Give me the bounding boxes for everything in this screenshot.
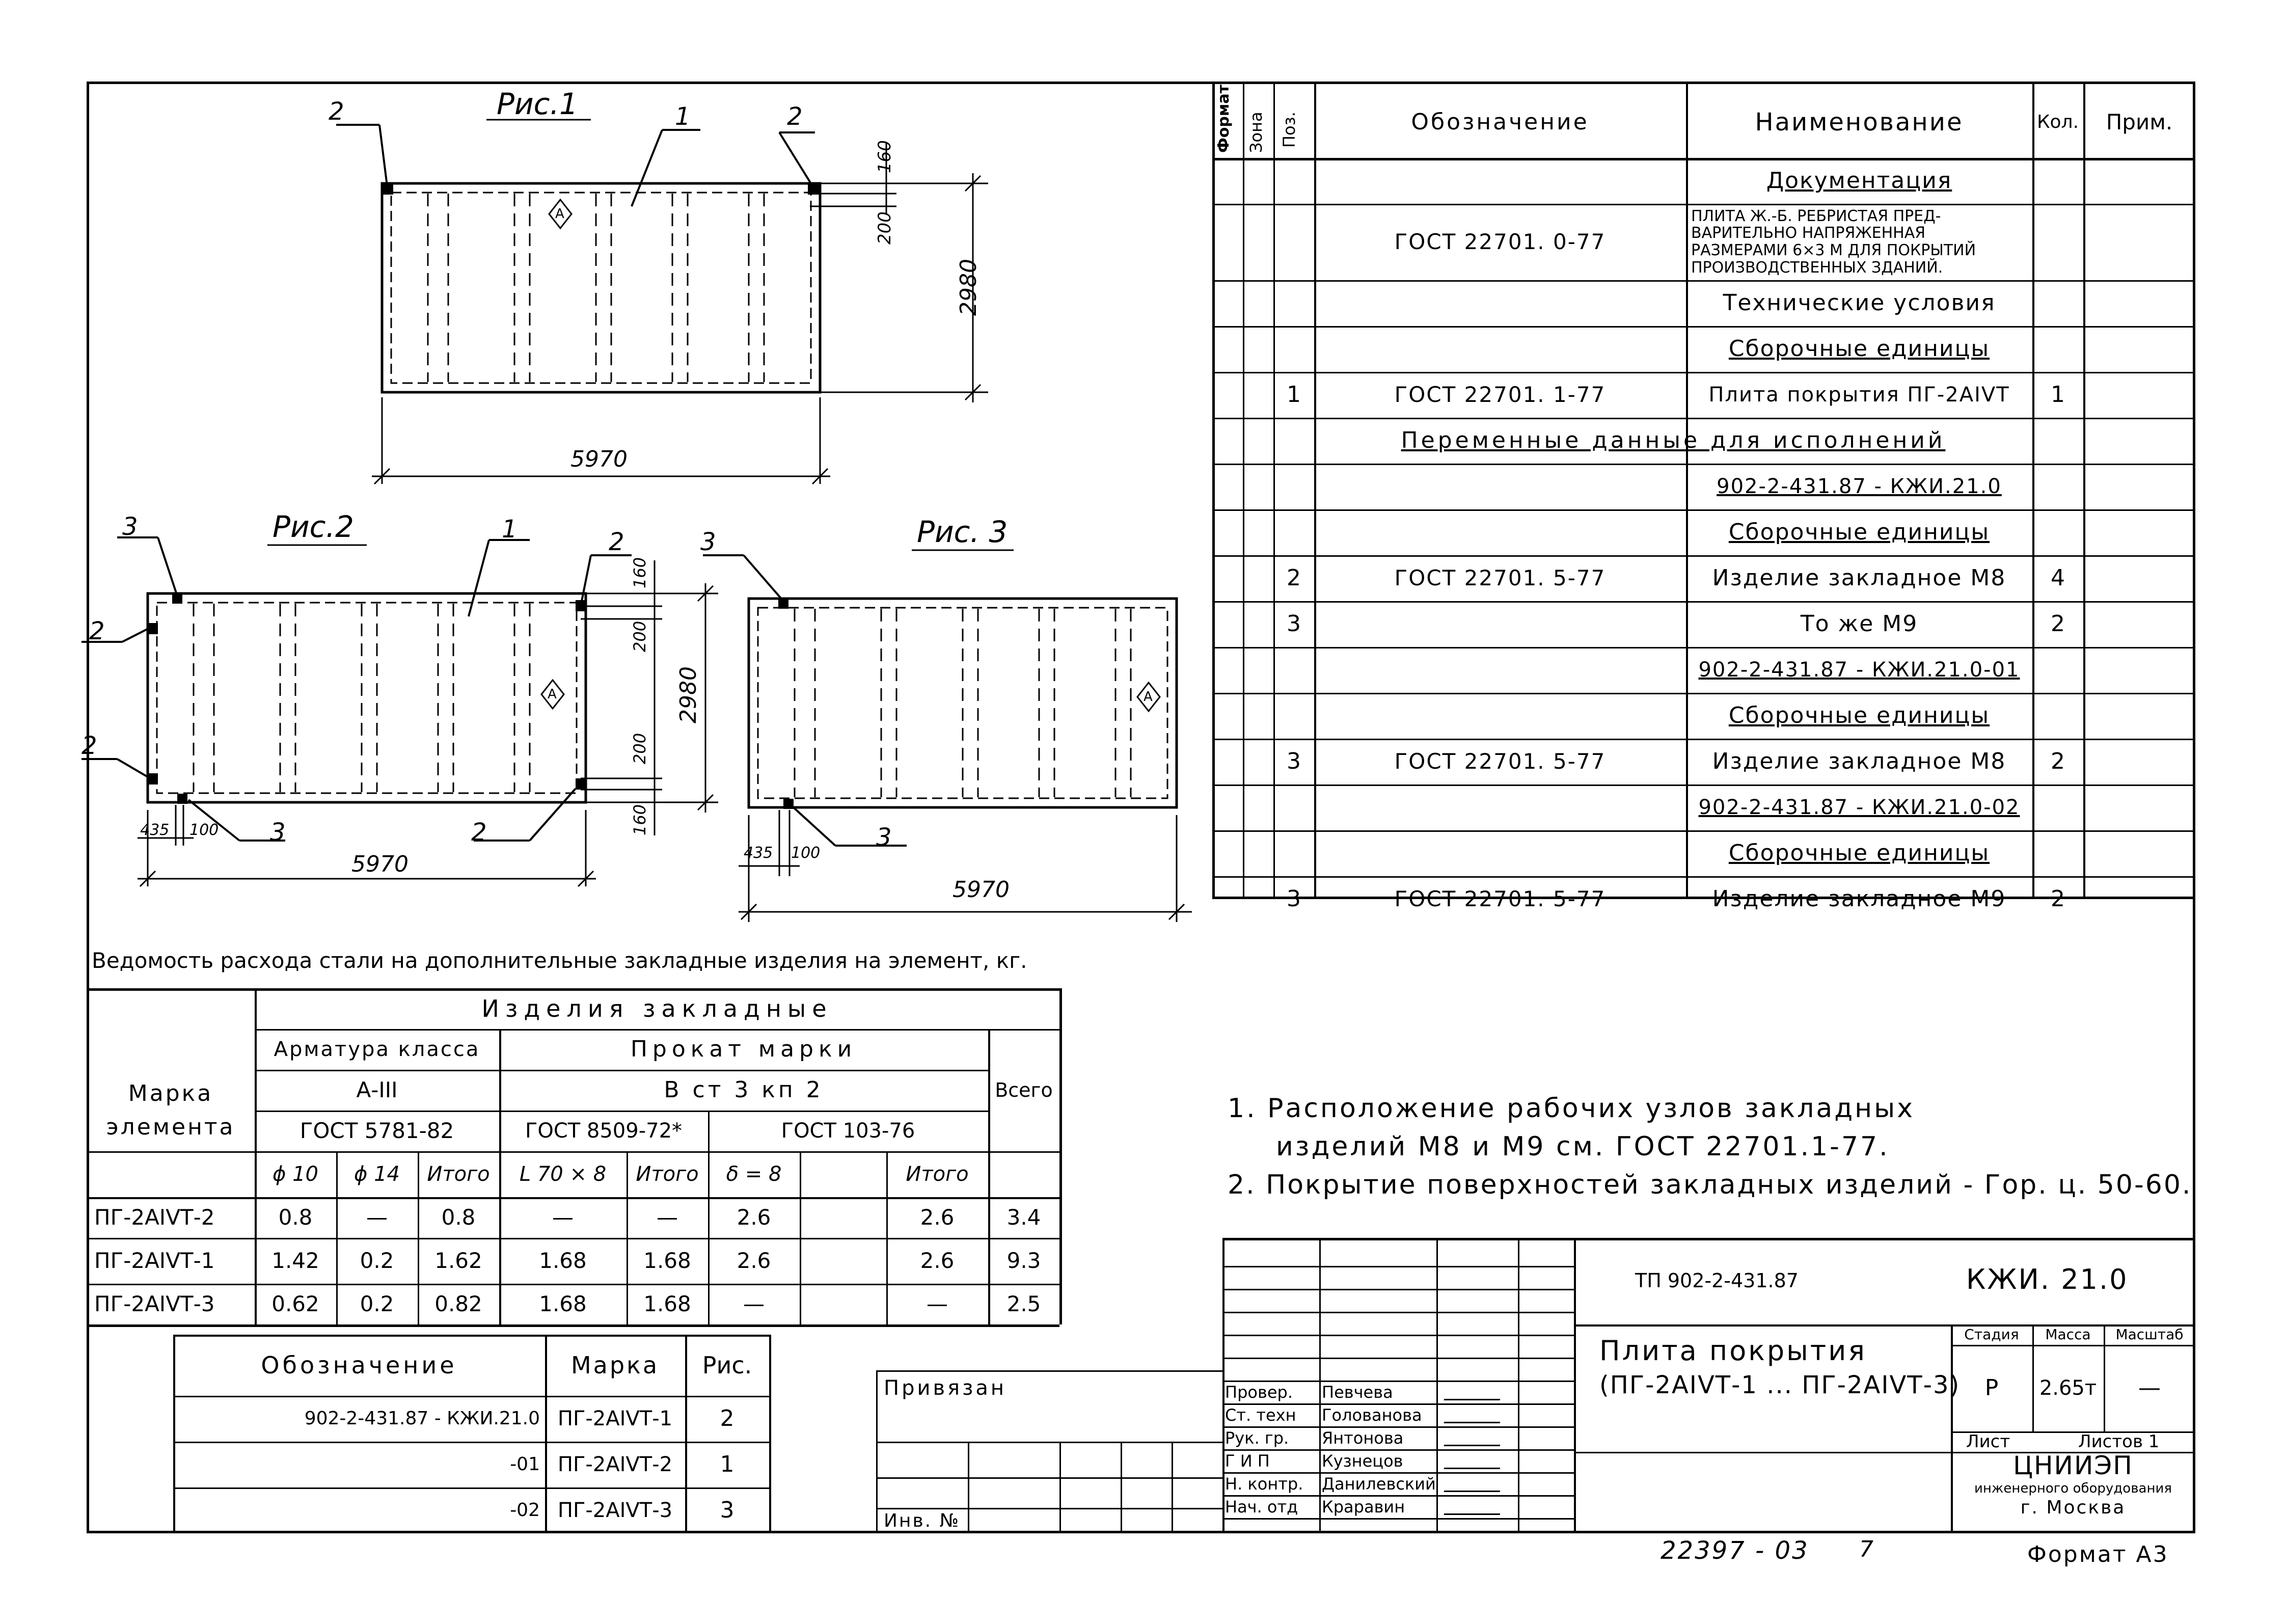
tb-scale-header: Масштаб (2115, 1326, 2184, 1343)
steel-row-value: 1.68 (539, 1291, 587, 1316)
spec-row-name: Сборочные единицы (1728, 519, 1990, 545)
spec-row-designation: ГОСТ 22701. 5-77 (1394, 886, 1606, 911)
fig1-callout-2a: 2 (329, 97, 344, 126)
steel-row-value: 1.42 (271, 1248, 319, 1273)
marks-h-mark: Марка (570, 1351, 660, 1379)
tb-format: Формат А3 (2027, 1541, 2169, 1567)
fig2-dim-160b: 160 (630, 804, 649, 835)
steel-h-gost3: ГОСТ 103-76 (781, 1119, 915, 1143)
marks-row-fig: 3 (720, 1497, 734, 1523)
steel-h-armature: Арматура класса (274, 1038, 480, 1061)
fig3-callout-3a: 3 (700, 528, 716, 556)
steel-row-value: 0.82 (434, 1291, 482, 1316)
spec-row-qty: 4 (2051, 565, 2065, 591)
steel-row-value: — (743, 1291, 765, 1316)
tb-staff-signature (1444, 1408, 1505, 1423)
fig2-dim-height: 2980 (675, 666, 701, 723)
fig2-callout-2b: 2 (89, 617, 105, 645)
steel-row-mark: ПГ-2АIVТ-3 (94, 1291, 215, 1316)
spec-header-zone: Зона (1246, 112, 1266, 153)
fig2-dim-200b: 200 (630, 733, 649, 764)
tb-project: ТП 902-2-431.87 (1635, 1269, 1799, 1292)
spec-row-pos: 1 (1287, 382, 1301, 408)
tb-staff-name: Голованова (1322, 1405, 1422, 1425)
tb-staff-signature (1444, 1385, 1505, 1400)
tb-staff-role: Г И П (1225, 1451, 1270, 1471)
spec-row-name-line: ВАРИТЕЛЬНО НАПРЯЖЕННАЯ (1691, 224, 1926, 242)
spec-row-name: Сборочные единицы (1728, 840, 1990, 866)
note-1-line-2: изделий М8 и М9 см. ГОСТ 22701.1-77. (1276, 1131, 1890, 1162)
fig2-dim-435: 435 (140, 821, 170, 839)
tb-name-1: Плита покрытия (1599, 1335, 1867, 1367)
marks-row-mark: ПГ-2АIVТ-1 (557, 1407, 673, 1430)
tb-staff-name: Янтонова (1322, 1428, 1404, 1448)
steel-col-header: L 70 × 8 (519, 1162, 607, 1186)
spec-header-note: Прим. (2106, 110, 2173, 134)
spec-row-designation: ГОСТ 22701. 1-77 (1394, 382, 1606, 407)
steel-row-mark: ПГ-2АIVТ-1 (94, 1248, 215, 1273)
steel-h-prokat: Прокат марки (630, 1036, 857, 1062)
spec-row-pos: 2 (1287, 565, 1301, 591)
fig1-dim-200: 200 (875, 211, 895, 245)
tb-staff-role: Провер. (1225, 1382, 1293, 1402)
tb-staff-signature (1444, 1430, 1505, 1446)
steel-row-value: 0.2 (360, 1291, 394, 1316)
spec-row-name: 902-2-431.87 - КЖИ.21.0-01 (1698, 658, 2020, 682)
steel-col-header: ϕ 10 (273, 1162, 318, 1186)
note-1-line-1: 1. Расположение рабочих узлов закладных (1228, 1093, 1915, 1124)
steel-row-value: — (657, 1205, 678, 1230)
steel-row-value: 0.8 (278, 1205, 313, 1230)
steel-row-value: 2.6 (737, 1205, 771, 1230)
spec-header-qty: Кол. (2036, 112, 2079, 132)
steel-col-header: Итого (636, 1162, 699, 1186)
steel-col-header: δ = 8 (726, 1162, 782, 1186)
fig2-callout-3a: 3 (122, 512, 138, 541)
inventory-label: Инв. № (884, 1510, 961, 1531)
steel-row-value: 2.6 (737, 1248, 771, 1273)
steel-h-steel: В ст 3 кп 2 (664, 1077, 824, 1103)
tb-staff-signature (1444, 1453, 1505, 1469)
tb-staff-signature (1444, 1499, 1505, 1515)
steel-col-header: ϕ 14 (354, 1162, 400, 1186)
fig3-dim-width: 5970 (953, 877, 1010, 903)
steel-h-gost2: ГОСТ 8509-72* (525, 1119, 683, 1143)
steel-row-value: — (366, 1205, 388, 1230)
note-2: 2. Покрытие поверхностей закладных изделий - Гор. ц. 50-60. (1228, 1170, 2192, 1200)
spec-row-name-line: РАЗМЕРАМИ 6×3 М ДЛЯ ПОКРЫТИЙ (1691, 241, 1976, 259)
steel-row-value: 0.2 (360, 1248, 394, 1273)
steel-h-items: Изделия закладные (481, 995, 833, 1022)
steel-row-value: 1.68 (539, 1248, 587, 1273)
spec-row-pos: 3 (1287, 886, 1301, 912)
spec-header-pos: Поз. (1280, 112, 1299, 148)
steel-col-header (800, 1151, 886, 1197)
steel-row-value (800, 1197, 886, 1238)
tb-staff-role: Нач. отд (1225, 1497, 1298, 1517)
tb-staff-signature (1444, 1476, 1505, 1492)
tb-staff-name: Певчева (1322, 1382, 1393, 1402)
fig3-title: Рис. 3 (917, 515, 1008, 549)
spec-row-name: Сборочные единицы (1728, 336, 1990, 362)
spec-header-format: Формат (1215, 85, 1233, 153)
tb-sheets-header: Листов 1 (2078, 1431, 2160, 1452)
fig2-dim-200a: 200 (630, 620, 649, 652)
spec-row-name: Изделие закладное М9 (1712, 886, 2006, 912)
tb-org-2: инженерного оборудования (1974, 1481, 2172, 1496)
spec-row-name: Сборочные единицы (1728, 702, 1990, 728)
marks-row-fig: 1 (720, 1451, 734, 1477)
spec-row-name: Технические условия (1723, 290, 1996, 316)
fig2-callout-2a: 2 (609, 528, 624, 556)
tb-scale: — (2138, 1375, 2161, 1401)
steel-row-total: 2.5 (1006, 1291, 1041, 1316)
fig1-dim-height: 2980 (956, 259, 982, 316)
spec-row-pos: 3 (1287, 611, 1301, 637)
fig2-callout-2c: 2 (81, 732, 97, 760)
fig1-dim-width: 5970 (570, 446, 628, 472)
steel-h-mark-text: Марка элемента (106, 1080, 235, 1140)
fig2-dim-160a: 160 (630, 557, 649, 588)
binding-label: Привязан (884, 1376, 1007, 1400)
steel-row-value: 0.62 (271, 1291, 319, 1316)
tb-staff-name: Краравин (1322, 1497, 1405, 1517)
marks-row-fig: 2 (720, 1405, 734, 1431)
spec-row-designation: ГОСТ 22701. 5-77 (1394, 565, 1606, 590)
fig3-callout-3b: 3 (876, 823, 892, 852)
steel-h-class: А-III (356, 1077, 398, 1102)
fig3-panel (703, 555, 1192, 922)
fig3-mark: A (1144, 689, 1153, 705)
marks-row-mark: ПГ-2АIVТ-3 (557, 1499, 673, 1522)
spec-row-wide-label: Переменные данные для исполнений (1401, 427, 1946, 453)
spec-row-name: То же М9 (1800, 611, 1918, 637)
fig2-callout-2d: 2 (471, 818, 487, 847)
spec-row-qty: 2 (2051, 748, 2065, 774)
tb-staff-role: Ст. техн (1225, 1405, 1296, 1425)
spec-row-designation: ГОСТ 22701. 5-77 (1394, 749, 1606, 774)
spec-row-name: 902-2-431.87 - КЖИ.21.0 (1717, 475, 2002, 498)
fig1-title: Рис.1 (497, 87, 578, 121)
fig2-title: Рис.2 (273, 509, 354, 544)
fig2-callout-3b: 3 (270, 818, 286, 847)
tb-mass-header: Масса (2045, 1326, 2091, 1343)
marks-row-designation: -01 (510, 1454, 540, 1475)
tb-stage: Р (1984, 1375, 1999, 1401)
fig3-dim-100: 100 (791, 844, 821, 862)
tb-staff-role: Н. контр. (1225, 1474, 1303, 1494)
fig2-dim-100: 100 (189, 821, 219, 839)
spec-header-name: Наименование (1755, 108, 1964, 137)
steel-row-value: 1.62 (434, 1248, 482, 1273)
tb-doc-number: 22397 - 03 (1661, 1536, 1809, 1565)
tb-stage-header: Стадия (1964, 1326, 2019, 1343)
fig3-dim-435: 435 (744, 844, 773, 862)
tb-org-1: ЦНИИЭП (2013, 1451, 2133, 1480)
fig1-mark: A (555, 206, 564, 222)
steel-row-value: — (552, 1205, 574, 1230)
steel-row-total: 9.3 (1006, 1248, 1041, 1273)
steel-h-gost1: ГОСТ 5781-82 (300, 1118, 454, 1143)
steel-row-value: 1.68 (643, 1248, 691, 1273)
fig1-dim-160: 160 (875, 140, 895, 173)
spec-row-name: 902-2-431.87 - КЖИ.21.0-02 (1698, 796, 2020, 819)
steel-row-value: 1.68 (643, 1291, 691, 1316)
tb-staff-name: Данилевский (1322, 1474, 1436, 1494)
tb-org-3: г. Москва (2020, 1497, 2126, 1518)
tb-mass: 2.65т (2039, 1376, 2097, 1400)
tb-code: КЖИ. 21.0 (1966, 1263, 2129, 1295)
steel-col-header: Итого (427, 1162, 490, 1186)
spec-row-designation: ГОСТ 22701. 0-77 (1394, 229, 1606, 254)
steel-row-value: 0.8 (441, 1205, 476, 1230)
spec-row-name-line: ПЛИТА Ж.-Б. РЕБРИСТАЯ ПРЕД- (1691, 207, 1941, 225)
fig2-callout-1: 1 (502, 515, 518, 544)
steel-col-header: Итого (906, 1162, 969, 1186)
spec-row-name: Плита покрытия ПГ-2АIVТ (1708, 383, 2010, 407)
spec-header-designation: Обозначение (1411, 109, 1589, 135)
spec-row-name: Изделие закладное М8 (1712, 565, 2006, 591)
tb-staff-role: Рук. гр. (1225, 1428, 1289, 1448)
spec-row-name-line: ПРОИЗВОДСТВЕННЫХ ЗДАНИЙ. (1691, 258, 1943, 277)
tb-sheet-header: Лист (1966, 1431, 2010, 1452)
marks-h-designation: Обозначение (261, 1351, 457, 1379)
fig2-mark: A (548, 687, 557, 702)
spec-row-pos: 3 (1287, 748, 1301, 774)
tb-name-2: (ПГ-2АIVТ-1 ... ПГ-2АIVТ-3) (1599, 1371, 1961, 1399)
steel-row-value (800, 1284, 886, 1324)
spec-row-qty: 1 (2051, 382, 2065, 408)
marks-row-mark: ПГ-2АIVТ-2 (557, 1453, 673, 1476)
steel-row-value: 2.6 (920, 1205, 955, 1230)
spec-row-name: Изделие закладное М8 (1712, 748, 2006, 774)
spec-row-name: Документация (1766, 168, 1952, 194)
steel-row-value: — (927, 1291, 948, 1316)
steel-row-mark: ПГ-2АIVТ-2 (94, 1205, 215, 1230)
marks-h-fig: Рис. (702, 1351, 752, 1379)
tb-staff-name: Кузнецов (1322, 1451, 1403, 1471)
fig1-panel (336, 125, 988, 484)
fig2-dim-width: 5970 (351, 851, 409, 877)
steel-row-value: 2.6 (920, 1248, 955, 1273)
marks-row-designation: 902-2-431.87 - КЖИ.21.0 (304, 1408, 540, 1429)
fig1-callout-2b: 2 (787, 102, 803, 131)
spec-row-qty: 2 (2051, 611, 2065, 637)
steel-table-title: Ведомость расхода стали на дополнительные закладные изделия на элемент, кг. (92, 948, 1027, 973)
steel-h-mark (87, 1070, 255, 1151)
marks-row-designation: -02 (510, 1500, 540, 1521)
steel-h-total: Всего (995, 1079, 1053, 1101)
tb-doc-sub: 7 (1859, 1536, 1873, 1562)
fig2-panel (81, 537, 718, 886)
spec-row-qty: 2 (2051, 886, 2065, 912)
steel-row-value (800, 1238, 886, 1284)
fig1-callout-1: 1 (675, 102, 691, 131)
steel-row-total: 3.4 (1006, 1205, 1041, 1230)
